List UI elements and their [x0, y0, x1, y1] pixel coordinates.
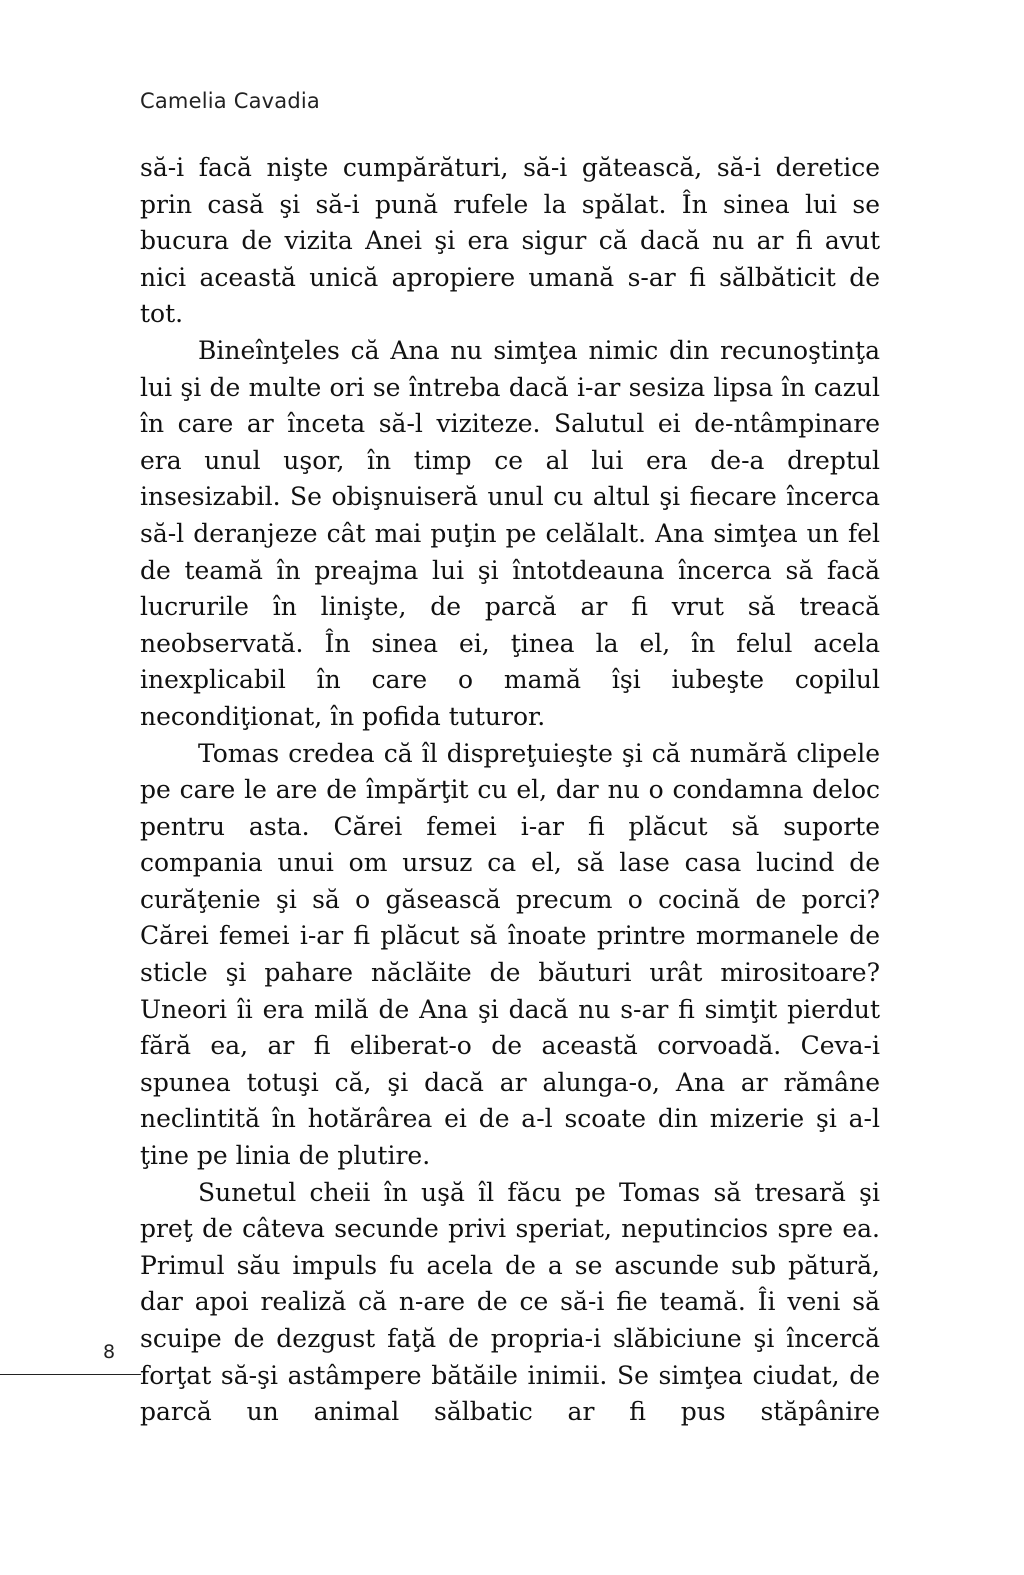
folio-rule-divider: [0, 1374, 141, 1375]
paragraph-continues: Sunetul cheii în uşă îl făcu pe Tomas să tresară şi preţ de câteva secunde privi speriat, neputincios spre ea. Primul său impuls fu acela de a se ascunde sub pătură, dar apoi realiză că n-are de ce să-i fie teamă. Îi veni să scuipe de dezgust faţă de propria-i slăbiciune şi încercă forţat să-şi astâmpere bătăile inimii. Se simţea ciudat, de parcă un animal sălbatic ar fi pus stăpânire: [140, 1177, 880, 1427]
running-head-author: Camelia Cavadia: [140, 89, 320, 113]
paragraph-continued: să-i facă nişte cumpărături, să-i gătească, să-i deretice prin casă şi să-i pună rufele la spălat. În sinea lui se bucura de vizita Anei şi era sigur că dacă nu ar fi avut nici această unică apropiere umană s-ar fi sălbăticit de tot.: [140, 153, 880, 329]
paragraph: Bineînţeles că Ana nu simţea nimic din recunoştinţa lui şi de multe ori se întreba dacă i-ar sesiza lipsa în cazul în care ar înceta să-l viziteze. Salutul ei de-ntâmpinare era unul uşor, în timp ce al lui era de-a dreptul insesizabil. Se obişnuiseră unul cu altul şi fiecare încerca să-l deranjeze cât mai puţin pe celălalt. Ana simţea un fel de teamă în preajma lui şi întotdeauna încerca să facă lucrurile în linişte, de parcă ar fi vrut să treacă neobservată. În sinea ei, ţinea la el, în felul acela inexplicabil în care o mamă îşi iubeşte copilul necondiţionat, în pofida tuturor.: [140, 335, 880, 731]
page-number: 8: [103, 1341, 116, 1363]
body-text: [140, 150, 880, 1431]
paragraph: Tomas credea că îl dispreţuieşte şi că numără clipele pe care le are de împărţit cu el, dar nu o condamna deloc pentru asta. Cărei femei i-ar fi plăcut să suporte compania unui om ursuz ca el, să lase casa lucind de curăţenie şi să o găsească precum o cocină de porci? Cărei femei i-ar fi plăcut să înoate printre mormanele de sticle şi pahare năclăite de băuturi urât mirositoare? Uneori îi era milă de Ana şi dacă nu s-ar fi simţit pierdut fără ea, ar fi eliberat-o de această corvoadă. Ceva-i spunea totuşi că, şi dacă ar alunga-o, Ana ar rămâne neclintită în hotărârea ei de a-l scoate din mizerie şi a-l ţine pe linia de plutire.: [140, 738, 880, 1171]
